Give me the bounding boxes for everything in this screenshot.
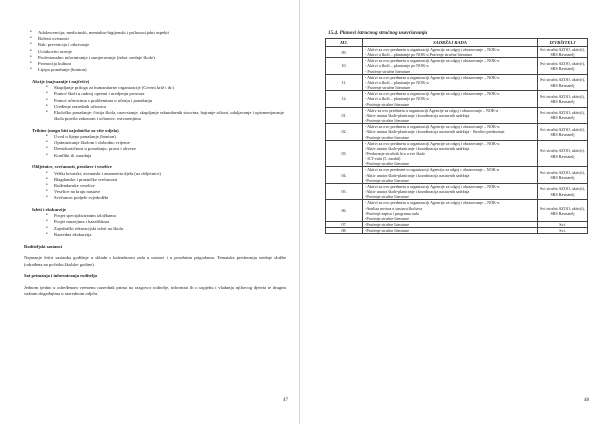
content-line: -Aktiv unutar škole-planiranje i koordinacija nastavnih sadržaja - Stručno predavanje xyxy=(365,129,505,135)
header-month: MJ. xyxy=(326,39,363,47)
list-item: • Uređenje razrednih učionica xyxy=(24,104,286,110)
list-item: • Rođendanske veselice xyxy=(24,183,286,189)
content-line: - Aktivi za ove predmete u organizaciji Agencije za odgoj i obrazovanje – NOK-u xyxy=(365,167,499,173)
content-line: - ICT-eulu (5. modul) xyxy=(365,156,401,162)
list-item: • Rak: prevencija i otkrivanje xyxy=(24,42,286,48)
table-row xyxy=(326,47,588,58)
izleti-list xyxy=(24,213,286,238)
section-heading-izleti: Izleti i ekskurzije xyxy=(32,207,66,213)
content-line: -Praćenje stručne literature xyxy=(365,101,410,107)
cell-content xyxy=(363,91,538,107)
list-item: • Adolescencija; medicinski, mentalno-higijenski i psihosocijalni aspekti xyxy=(24,30,286,36)
paragraph-roditeljski: Najmanje četiri sastanka godišnje u skladu s kalendarom rada u nastavi i u posebnim prigodama. Tematska predavanja srednje službe (odrađena na početku školske godine). xyxy=(24,255,286,267)
cell-content xyxy=(363,167,538,183)
paragraph-sat-primanja: Jednom tjedno u određenom vremenu razrednik prima na razgovor roditelje, informira ih o uspjehu i vladanju njihovog djeteta te drugim važnim događajima u razrednom odjelu. xyxy=(24,284,286,297)
cell-month: 05. xyxy=(326,183,363,199)
cell-executor: Svi stručni AZOO, aktiv(i), SRS Ravnatelj xyxy=(538,47,588,58)
cell-executor: Svi stručni AZOO, aktiv(i), SRS Ravnatelj xyxy=(538,74,588,90)
cell-content xyxy=(363,74,538,90)
content-line: -Predavanje stručnih lica u sve škole xyxy=(365,150,425,156)
cell-month: 01. xyxy=(326,107,363,123)
list-item: • Svečanost podjele svjedodžbi xyxy=(24,195,286,201)
content-line: - Praćenje stručne literature xyxy=(365,68,411,74)
header-executor: IZVRŠITELJ xyxy=(538,39,588,47)
content-line: -Praćenje stručne literature xyxy=(365,161,410,167)
content-line: - Aktiv za ovo predmetu u organizaciji Agencije za odgoj i obrazovanje – NOK-u xyxy=(365,107,499,113)
list-item: • Bolesti ovisnosti xyxy=(24,36,286,42)
table-row xyxy=(326,140,588,167)
list-item: • Uvod u lijepo ponašanje (bonton) xyxy=(24,134,286,140)
cell-executor: Svi stručni AZOO, aktiv(i), SRS Ravnatelj xyxy=(538,58,588,74)
content-line: - Aktivi za ovo predmetu u organizaciji Agencije za odgoj i obrazovanje – NOK-u xyxy=(365,74,500,80)
content-line: - Praćenje stručne literature xyxy=(365,85,411,91)
content-line: -Praćenje stručne literature xyxy=(365,134,410,140)
tribine-list xyxy=(24,134,286,159)
heading-roditeljski: Roditeljski sastanci xyxy=(24,243,63,249)
header-content: SADRŽAJ RADA xyxy=(363,39,538,47)
list-item: • Posjet muzejima i kazalištima xyxy=(24,219,286,225)
content-line: -Aktiv unutar škole-planiranje i koordinacija nastavnih sadržaja xyxy=(365,112,470,118)
content-line: - Aktivi u školi – planiranje po NOK-u xyxy=(365,63,429,69)
list-item: • Zajednički rekreacijski izleti uz školu xyxy=(24,226,286,232)
table-header-row xyxy=(326,39,588,47)
table-row xyxy=(326,228,588,234)
cell-executor: Svi stručni AZOO, aktiv(i), SRS Ravnatelj xyxy=(538,140,588,167)
table-title: 15.4. Planovi istrucnog stručnog usavršavanja xyxy=(328,30,428,36)
list-item: • Konflikt ili suradnja xyxy=(24,153,286,159)
cell-content xyxy=(363,228,538,234)
cell-month: 10. xyxy=(326,58,363,74)
left-page-content xyxy=(24,30,286,297)
page-number-left: 47 xyxy=(283,398,288,403)
content-line: - Aktivi za ovo predmetu u organizaciji Agencije za odgoj i obrazovanje – NOK-u xyxy=(365,124,500,130)
cell-content xyxy=(363,58,538,74)
content-line: - Aktivi za ovo predmetu u organizaciji Agencije za odgoj i obrazovanje – NOK-u xyxy=(365,58,500,64)
cell-month: 07. xyxy=(326,222,363,228)
obljetnice-list xyxy=(24,171,286,202)
list-item: • Skupljanje priloga za humanitarne organizacije (Crveni križ i dr.) xyxy=(24,85,286,91)
list-item: • Demokratičnost u ponašanju: prava i obveze xyxy=(24,146,286,152)
list-item: • Pomoć školi u radnoj opremi i uredjenju prostora xyxy=(24,91,286,97)
content-line: -Praćenje stručne literature xyxy=(365,215,410,221)
table-row xyxy=(326,200,588,222)
content-line: -Aktiv unutar škole-planiranje i koordinacija nastavnih sadržaja xyxy=(365,145,470,151)
cell-executor: Svi stručni AZOO, aktiv(i), SRS Ravnatelj xyxy=(538,107,588,123)
content-line: - Aktivi za ovo predmetu u organizaciji Agencije za odgoj i obrazovanje – NOK-u xyxy=(365,200,500,206)
cell-month: 09. xyxy=(326,47,363,58)
cell-content xyxy=(363,107,538,123)
cell-content xyxy=(363,47,538,58)
list-item: • Optimiziranje školom i slobodno vrijeme xyxy=(24,140,286,146)
table-row xyxy=(326,74,588,90)
section-heading-tribine: Tribine (mogu biti zajedničke za više odjela) xyxy=(32,127,119,133)
list-item: • Lijepo ponašanje (bonton) xyxy=(24,67,286,73)
content-line: - Aktivi za ovo predmetu u organizaciji Agencije za odgoj i obrazovanje – NOK-u xyxy=(365,140,500,146)
content-line: -Praćenje stručne literature xyxy=(365,194,410,200)
list-item: • Pomoć učenicima s problemima u učenju i ponašanju xyxy=(24,98,286,104)
content-line: -Praćenje stručne literature xyxy=(365,222,410,227)
list-item: • Veselice na kraju nastave xyxy=(24,189,286,195)
table-row xyxy=(326,91,588,107)
content-line: -Aktiv unutar škole-planiranje i koordinacija nastavnih sadržaja xyxy=(365,172,470,178)
list-item: • Profesionalno informiranje i usmjeravanje (izbor srednje škole) xyxy=(24,55,286,61)
cell-executor: Svi. xyxy=(538,228,588,234)
table-row xyxy=(326,183,588,199)
table-row xyxy=(326,167,588,183)
cell-content xyxy=(363,124,538,140)
cell-executor: Svi stručni AZOO, aktiv(i), SRS Ravnatelj xyxy=(538,91,588,107)
cell-content xyxy=(363,140,538,167)
cell-month: 02. xyxy=(326,124,363,140)
cell-month: 06. xyxy=(326,200,363,222)
content-line: -Analiza novina u sustavu školstva xyxy=(365,205,423,211)
cell-month: 08. xyxy=(326,228,363,234)
cell-month: 04. xyxy=(326,167,363,183)
akcije-list xyxy=(24,85,286,122)
content-line: - Aktivi u školi – planiranje po NOK-u xyxy=(365,96,429,102)
list-item: • Promocija kultura xyxy=(24,61,286,67)
cell-executor: Svi stručni AZOO, aktiv(i), SRS Ravnatelj xyxy=(538,183,588,199)
content-line: -Aktiv unutar škole-planiranje i koordinacija nastavnih sadržaja xyxy=(365,189,470,195)
content-line: - Aktivi za ovo predmetu u organizaciji Agencije za odgoj i obrazovanje – NOK-u xyxy=(365,47,500,52)
cell-month: 12. xyxy=(326,91,363,107)
content-line: - Aktivi za ovo predmetu u organizaciji Agencije za odgoj i obrazovanje – NOK-u xyxy=(365,91,500,97)
cell-executor: Svi. xyxy=(538,222,588,228)
heading-sat-primanja: Sat primanja i informiranja roditelja xyxy=(24,273,97,279)
page-number-right: 48 xyxy=(584,398,589,403)
content-line: - Aktivi za ovo predmetu u organizaciji Agencije za odgoj i obrazovanje – NOK-u xyxy=(365,183,500,189)
section-heading-obljetnice: Obljetnice, svečanosti, proslave i veselice xyxy=(32,164,112,170)
content-line: -Praćenje zapisa i programa rada xyxy=(365,210,419,216)
table-row xyxy=(326,58,588,74)
list-item: • Posjet specijaliziranim izložbama xyxy=(24,213,286,219)
content-line: - Aktivi u školi – planiranje po NOK-u Praćenje stručne literature xyxy=(365,52,473,58)
list-item: • Veliki hrvatski, avenatski i znamenita djela (uz obljetnice) xyxy=(24,171,286,177)
plan-table xyxy=(325,38,588,234)
cell-executor: Svi stručni AZOO, aktiv(i), SRS Ravnatelj xyxy=(538,124,588,140)
cell-month: 03. xyxy=(326,140,363,167)
content-line: -Praćenje stručne literature xyxy=(365,228,410,234)
cell-executor: Svi stručni AZOO, aktiv(i), SRS Ravnatelj xyxy=(538,167,588,183)
content-line: -Praćenje stručne literature xyxy=(365,118,410,124)
content-line: -Praćenje stručne literature xyxy=(365,177,410,183)
cell-content xyxy=(363,183,538,199)
table-row xyxy=(326,107,588,123)
list-item: • Blagdanske i prazničke svečanosti xyxy=(24,177,286,183)
table-body xyxy=(326,47,588,234)
list-item: • Ekološko ponašanje: čistija škola, razvrstanje, skupljanje sekundarnih sirovina, bajranje učioni, udaljavanje i opismenjavanje škola pravila zakonom i učionice, ostvarenjima xyxy=(24,110,286,122)
cell-executor: Svi stručni AZOO, aktiv(i), SRS Ravnatelj xyxy=(538,200,588,222)
content-line: - Aktivi u školi – planiranje po NOK-u xyxy=(365,79,429,85)
cell-month: 11. xyxy=(326,74,363,90)
list-item: • Razredna ekskurzija xyxy=(24,232,286,238)
list-item: • Ucinkovito ucenje xyxy=(24,49,286,55)
section-heading-akcije: Akcije (najvaznije i najčešće) xyxy=(32,78,90,84)
cell-content xyxy=(363,200,538,222)
topics-list xyxy=(24,30,286,73)
table-row xyxy=(326,124,588,140)
